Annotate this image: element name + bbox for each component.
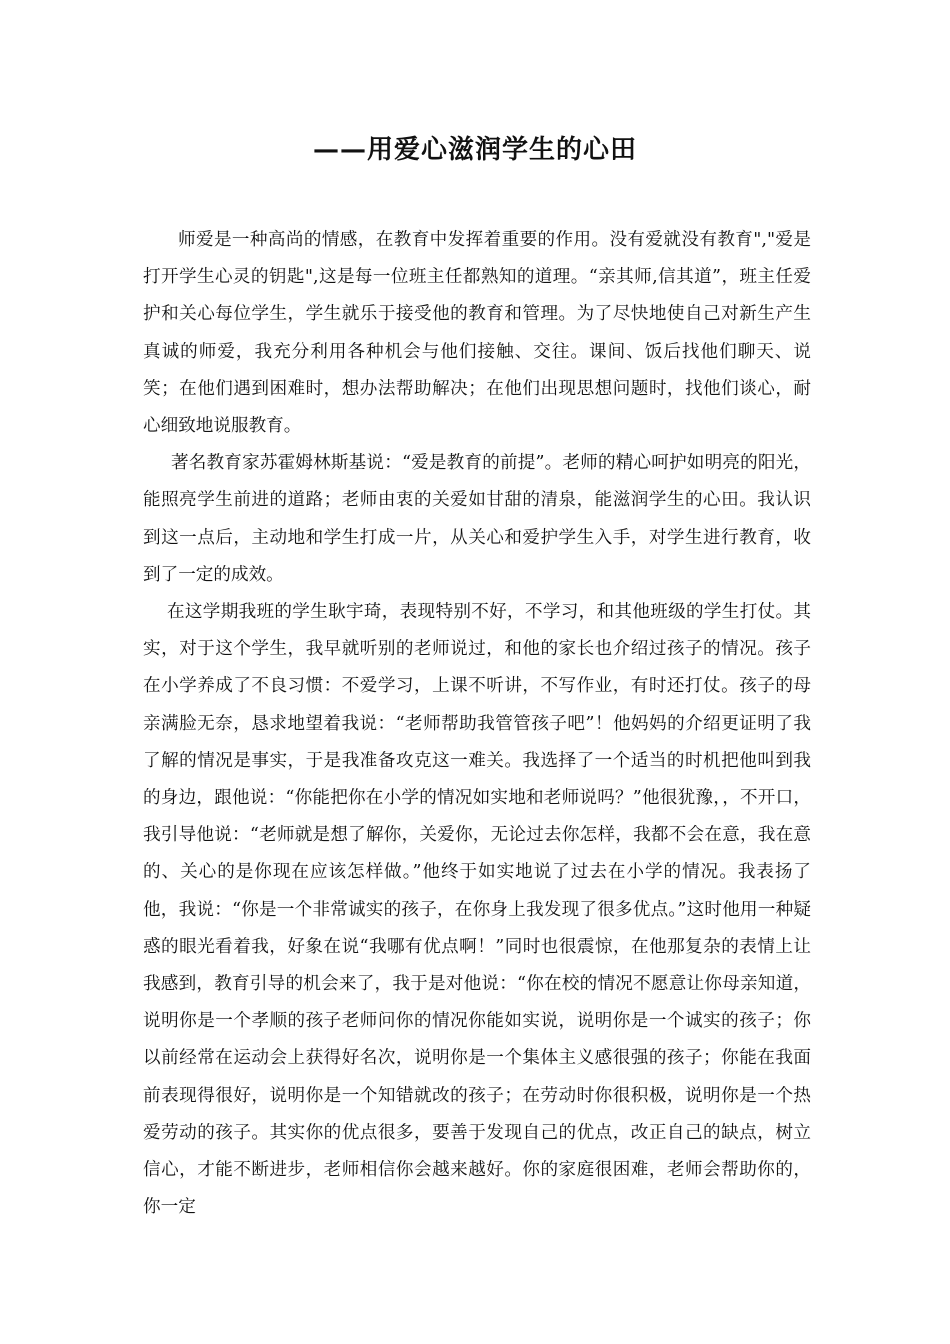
document-body [143, 222, 811, 1226]
paragraph-2: 著名教育家苏霍姆林斯基说：“爱是教育的前提”。老师的精心呵护如明亮的阳光，能照亮学生前进的道路；老师由衷的关爱如甘甜的清泉，能滋润学生的心田。我认识到这一点后，主动地和学生打成一片，从关心和爱护学生入手，对学生进行教育，收到了一定的成效。 [143, 453, 811, 585]
document-title: ——用爱心滋润学生的心田 [312, 135, 637, 165]
paragraph-3: 在这学期我班的学生耿宇琦，表现特别不好，不学习，和其他班级的学生打仗。其实，对于这个学生，我早就听别的老师说过，和他的家长也介绍过孩子的情况。孩子在小学养成了不良习惯：不爱学习，上课不听讲，不写作业，有时还打仗。孩子的母亲满脸无奈，恳求地望着我说：“老师帮助我管管孩子吧”！他妈妈的介绍更证明了我了解的情况是事实，于是我准备攻克这一难关。我选择了一个适当的时机把他叫到我的身边，跟他说：“你能把你在小学的情况如实地和老师说吗？”他很犹豫，，不开口，我引导他说：“老师就是想了解你，关爱你，无论过去你怎样，我都不会在意，我在意的、关心的是你现在应该怎样做。”他终于如实地说了过去在小学的情况。我表扬了他，我说：“你是一个非常诚实的孩子，在你身上我发现了很多优点。”这时他用一种疑惑的眼光看着我，好象在说“我哪有优点啊！”同时也很震惊，在他那复杂的表情上让我感到，教育引导的机会来了，我于是对他说：“你在校的情况不愿意让你母亲知道，说明你是一个孝顺的孩子老师问你的情况你能如实说，说明你是一个诚实的孩子；你以前经常在运动会上获得好名次，说明你是一个集体主义感很强的孩子；你能在我面前表现得很好，说明你是一个知错就改的孩子；在劳动时你很积极，说明你是一个热爱劳动的孩子。其实你的优点很多，要善于发现自己的优点，改正自己的缺点，树立信心，才能不断进步，老师相信你会越来越好。你的家庭很困难，老师会帮助你的，你一定 [143, 602, 811, 1218]
paragraph-1: 师爱是一种高尚的情感，在教育中发挥着重要的作用。没有爱就没有教育","爱是打开学生心灵的钥匙",这是每一位班主任都熟知的道理。“亲其师,信其道”，班主任爱护和关心每位学生，学生就乐于接受他的教育和管理。为了尽快地使自己对新生产生真诚的师爱，我充分利用各种机会与他们接触、交往。课间、饭后找他们聊天、说笑；在他们遇到困难时，想办法帮助解决；在他们出现思想问题时，找他们谈心，耐心细致地说服教育。 [143, 230, 811, 437]
